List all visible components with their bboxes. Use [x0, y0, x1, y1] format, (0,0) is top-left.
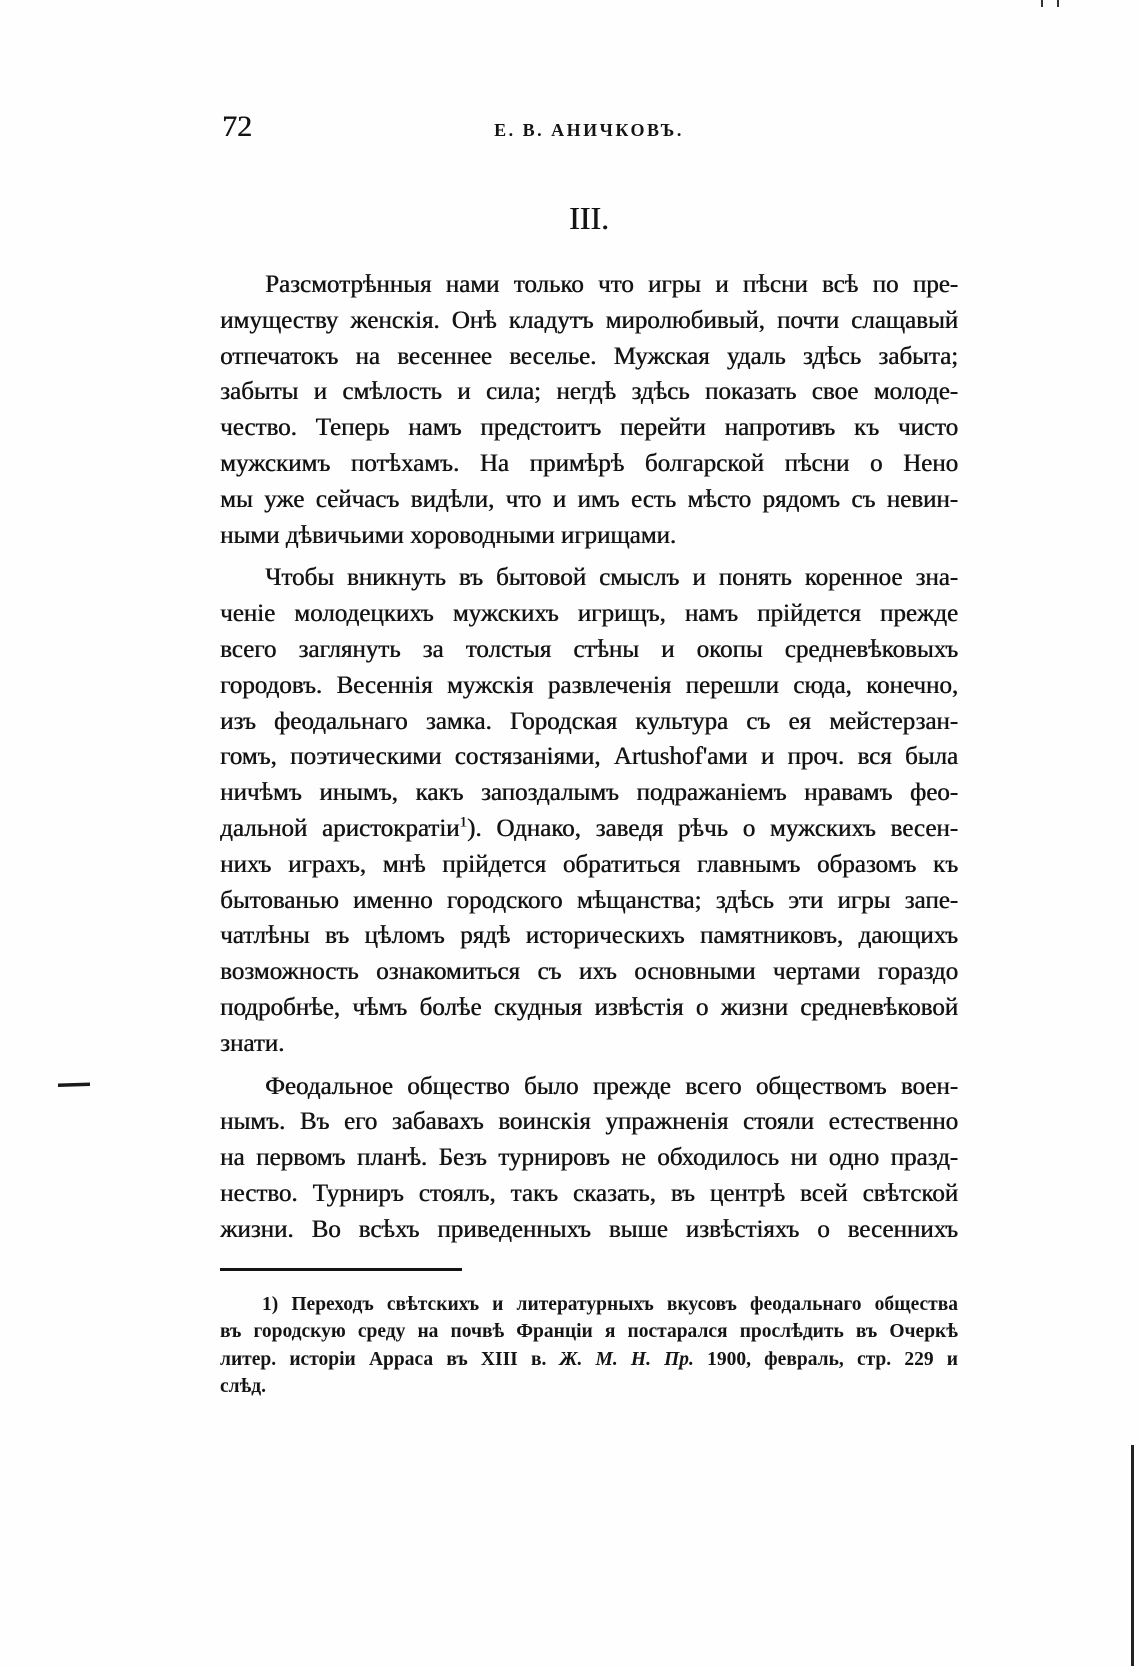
footnote-line: 1) Переходъ свѣтскихъ и литературныхъ вкусовъ феодальнаго общества	[262, 1294, 958, 1315]
text-line: нымъ. Въ его забавахъ воинскія упражненія стояли естественно	[220, 1108, 958, 1136]
footnote	[220, 1291, 958, 1400]
paragraph-2	[220, 560, 958, 1061]
footnote-rule	[220, 1268, 462, 1271]
text-line: жизни. Во всѣхъ приведенныхъ выше извѣстіяхъ о весеннихъ	[220, 1215, 958, 1243]
text-line: ными дѣвичьими хороводными игрищами.	[220, 521, 677, 549]
scan-artifact-edge	[1131, 1445, 1134, 1666]
text-line: мужскимъ потѣхамъ. На примѣрѣ болгарской пѣсни о Нено	[220, 449, 958, 477]
text-segment: 1900, февраль, стр. 229 и	[693, 1348, 958, 1370]
text-line: изъ феодальнаго замка. Городская культура съ ея мейстерзан-	[220, 707, 958, 735]
body-text	[220, 267, 958, 1255]
text-line: мы уже сейчасъ видѣли, что и имъ есть мѣсто рядомъ съ невин-	[220, 485, 958, 513]
paragraph-1	[220, 267, 958, 553]
text-line: отпечатокъ на весеннее веселье. Мужская удаль здѣсь забыта;	[220, 342, 958, 370]
page-number: 72	[222, 110, 252, 143]
paragraph-3	[220, 1069, 958, 1248]
footnote-reference: 1	[459, 814, 467, 831]
text-line: всего заглянуть за толстыя стѣны и окопы средневѣковыхъ	[220, 635, 958, 663]
text-segment: ). Однако, заведя рѣчь о мужскихъ весен-	[466, 814, 958, 842]
text-line: нихъ играхъ, мнѣ прійдется обратиться главнымъ образомъ къ	[220, 850, 958, 878]
text-line: городовъ. Весеннія мужскія развлеченія перешли сюда, конечно,	[220, 671, 958, 699]
scan-artifact-tick	[1041, 0, 1043, 7]
text-line: ченіе молодецкихъ мужскихъ игрищъ, намъ прійдется прежде	[220, 600, 958, 628]
text-line: ничѣмъ инымъ, какъ запоздалымъ подражаніемъ нравамъ фео-	[220, 779, 958, 807]
scan-artifact-dash	[58, 1082, 90, 1087]
running-head-author: Е. В. АНИЧКОВЪ.	[494, 120, 684, 140]
italic-citation: Ж. М. Н. Пр.	[559, 1348, 694, 1370]
text-line: бытованью именно городского мѣщанства; здѣсь эти игры запе-	[220, 886, 958, 914]
text-line: знати.	[220, 1029, 285, 1057]
text-line-with-footnote-ref	[220, 811, 958, 847]
text-line: чество. Теперь намъ предстоитъ перейти напротивъ къ чисто	[220, 414, 958, 442]
text-line: нество. Турниръ стоялъ, такъ сказать, въ центрѣ всей свѣтской	[220, 1179, 958, 1207]
text-line: подробнѣе, чѣмъ болѣе скудныя извѣстія о жизни средневѣковой	[220, 993, 958, 1021]
text-line: имуществу женскія. Онѣ кладутъ миролюбивый, почти слащавый	[220, 306, 958, 334]
text-segment: литер. исторіи Арраса въ XIII в.	[220, 1348, 560, 1370]
text-line: гомъ, поэтическими состязаніями, Artushof'ами и проч. вся была	[220, 743, 958, 771]
text-line: Разсмотрѣнныя нами только что игры и пѣсни всѣ по пре-	[265, 271, 958, 298]
scan-artifact-tick	[1057, 0, 1059, 7]
footnote-line: слѣд.	[220, 1375, 267, 1397]
footnote-line: въ городскую среду на почвѣ Франціи я постарался прослѣдить въ Очеркѣ	[220, 1321, 958, 1343]
text-line: на первомъ планѣ. Безъ турнировъ не обходилось ни одно празд-	[220, 1144, 958, 1172]
text-line: забыты и смѣлость и сила; негдѣ здѣсь показать свое молоде-	[220, 378, 958, 406]
footnote-line-with-citation	[220, 1346, 958, 1373]
text-line: Чтобы вникнуть въ бытовой смыслъ и понять коренное зна-	[265, 564, 958, 592]
section-heading: III.	[569, 200, 609, 236]
text-segment: дальной аристократіи	[220, 814, 460, 842]
text-line: чатлѣны въ цѣломъ рядѣ историческихъ памятниковъ, дающихъ	[220, 922, 958, 950]
text-line: возможность ознакомиться съ ихъ основными чертами гораздо	[220, 958, 958, 986]
text-line: Феодальное общество было прежде всего обществомъ воен-	[265, 1072, 958, 1100]
